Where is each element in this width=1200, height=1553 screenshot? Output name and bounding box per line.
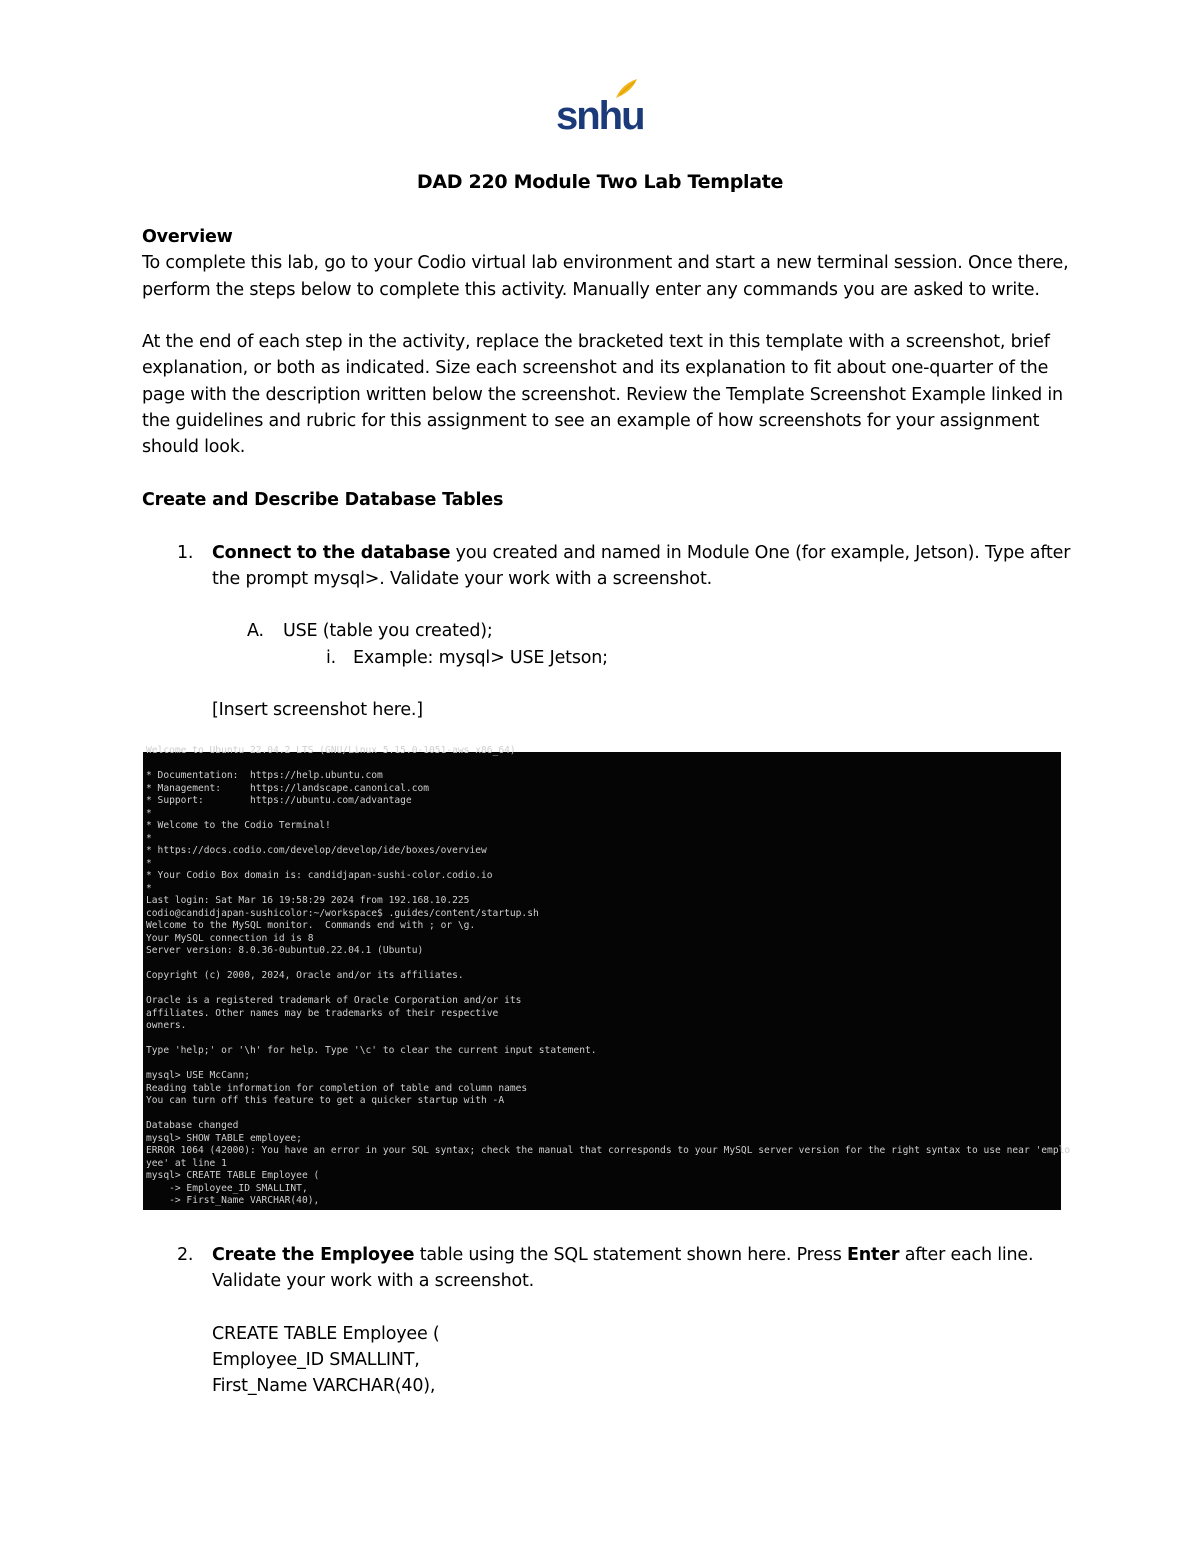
step-1-number: 1. — [177, 542, 194, 563]
terminal-line: codio@candidjapan-sushicolor:~/workspace$ .guides/content/startup.sh — [146, 907, 539, 919]
terminal-line — [146, 958, 1070, 971]
sql-line-3: First_Name VARCHAR(40), — [212, 1376, 436, 1397]
terminal-line: mysql> CREATE TABLE Employee ( — [146, 1170, 320, 1181]
step-2-enter: Enter — [847, 1245, 900, 1265]
step-2-text-a: table using the SQL statement shown here. Press — [414, 1245, 848, 1265]
step-2 — [142, 1242, 1072, 1295]
document-body — [142, 224, 1072, 724]
terminal-line: * Support: https://ubuntu.com/advantage — [146, 795, 412, 806]
terminal-line: Database changed — [146, 1120, 239, 1131]
step-1-subsub-text: Example: mysql> USE Jetson; — [353, 647, 608, 668]
terminal-line: * — [146, 832, 152, 844]
terminal-line: Welcome to Ubuntu 22.04.2 LTS (GNU/Linux 5.15.0-1051-aws x86_64) — [146, 745, 516, 756]
terminal-screenshot — [143, 745, 1071, 1210]
logo-wordmark: snhu — [556, 94, 644, 138]
step-1-lead: Connect to the database — [212, 542, 451, 563]
step-1 — [142, 540, 1072, 593]
step-1-sub-i — [142, 645, 1072, 671]
terminal-line: * — [146, 807, 152, 819]
terminal-line: * Management: https://landscape.canonical.com — [146, 782, 430, 794]
terminal-line: Last login: Sat Mar 16 19:58:29 2024 from 192.168.10.225 — [146, 895, 470, 906]
sql-line-2: Employee_ID SMALLINT, — [212, 1350, 420, 1371]
terminal-line: Copyright (c) 2000, 2024, Oracle and/or its affiliates. — [146, 970, 464, 981]
terminal-line: * Documentation: https://help.ubuntu.com — [146, 770, 383, 781]
terminal-line: Server version: 8.0.36-0ubuntu0.22.04.1 (Ubuntu) — [146, 945, 424, 956]
terminal-line: Oracle is a registered trademark of Oracle Corporation and/or its — [146, 995, 522, 1006]
terminal-line: Your MySQL connection id is 8 — [146, 932, 314, 944]
snhu-logo — [556, 78, 644, 138]
terminal-line — [146, 1058, 1070, 1071]
step-1-text: you created and named in Module One (for example, Jetson). Type after the prompt mysql>. Validate your work with a screenshot. — [212, 542, 1071, 589]
terminal-line: -> Employee_ID SMALLINT, — [146, 1182, 308, 1194]
step-1-subsub-roman: i. — [326, 647, 337, 668]
overview-paragraph-2: At the end of each step in the activity, replace the bracketed text in this template with a screenshot, brief explanation, or both as indicated. Size each screenshot and its explanation to fit about one-quarter of the page with the description written below the screenshot. Review the Template Screenshot Example linked in the guidelines and rubric for this assignment to see an example of how screenshots for your assignment should look. — [142, 332, 1063, 458]
step-2-section — [142, 1242, 1072, 1400]
terminal-line: owners. — [146, 1020, 187, 1031]
step-2-text-b: after each line. Validate your work with a screenshot. — [212, 1245, 1034, 1292]
overview-paragraph-1: To complete this lab, go to your Codio virtual lab environment and start a new terminal session. Once there, perform the steps below to complete this activity. Manually enter any commands you are asked to write. — [142, 253, 1069, 300]
terminal-line: * Welcome to the Codio Terminal! — [146, 820, 331, 831]
overview-heading: Overview — [142, 227, 233, 247]
screenshot-placeholder: [Insert screenshot here.] — [212, 700, 423, 721]
terminal-line: Type 'help;' or '\h' for help. Type '\c' to clear the current input statement. — [146, 1045, 597, 1056]
terminal-line: * Your Codio Box domain is: candidjapan-sushi-color.codio.io — [146, 870, 493, 881]
terminal-line: * — [146, 882, 152, 894]
step-1-sub-a — [142, 618, 1072, 644]
terminal-line — [146, 983, 1070, 996]
terminal-line — [146, 1108, 1070, 1121]
terminal-line: affiliates. Other names may be trademarks of their respective — [146, 1007, 499, 1019]
step-2-number: 2. — [177, 1245, 194, 1265]
terminal-line: yee' at line 1 — [146, 1157, 227, 1169]
step-2-lead: Create the Employee — [212, 1245, 415, 1265]
terminal-output — [146, 745, 1070, 1208]
terminal-line: mysql> USE McCann; — [146, 1070, 250, 1081]
terminal-line: Reading table information for completion of table and column names — [146, 1082, 528, 1094]
terminal-line: Welcome to the MySQL monitor. Commands end with ; or \g. — [146, 920, 476, 931]
page-title: DAD 220 Module Two Lab Template — [416, 171, 784, 193]
terminal-line: mysql> SHOW TABLE employee; — [146, 1132, 302, 1144]
section-heading: Create and Describe Database Tables — [142, 489, 504, 510]
terminal-line — [146, 758, 1070, 771]
terminal-line: ERROR 1064 (42000): You have an error in your SQL syntax; check the manual that corresponds to your MySQL server version for the right syntax to use near 'emplo — [146, 1145, 1071, 1156]
terminal-line: * https://docs.codio.com/develop/develop/ide/boxes/overview — [146, 845, 487, 856]
terminal-line: -> First_Name VARCHAR(40), — [146, 1195, 320, 1206]
step-1-sub-letter: A. — [247, 621, 264, 642]
terminal-line — [146, 1033, 1070, 1046]
terminal-line: You can turn off this feature to get a quicker startup with -A — [146, 1095, 505, 1106]
step-1-sub-text: USE (table you created); — [283, 621, 493, 642]
sql-line-1: CREATE TABLE Employee ( — [212, 1323, 440, 1344]
terminal-line: * — [146, 857, 152, 869]
